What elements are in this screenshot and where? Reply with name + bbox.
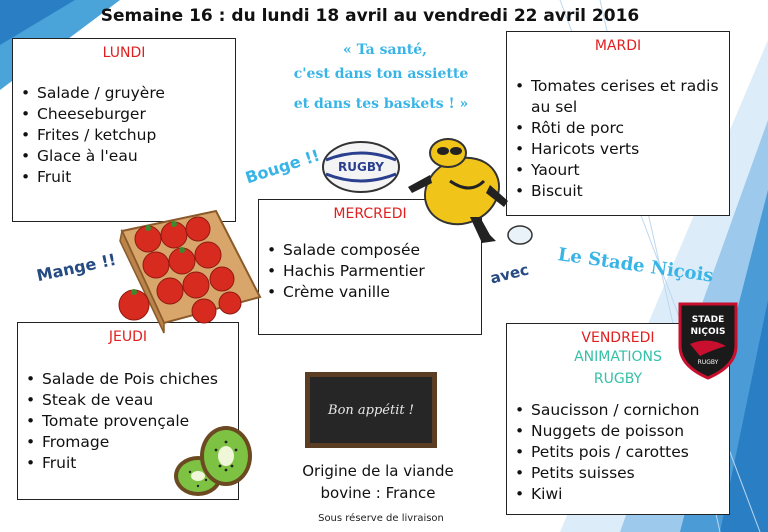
- menu-item: • Yaourt: [507, 160, 729, 181]
- bouge-callout: Bouge !!: [242, 145, 323, 188]
- menu-item: • Kiwi: [507, 484, 729, 505]
- day-card-lundi: [12, 38, 236, 222]
- chalkboard-icon: [305, 372, 437, 448]
- logo-line-3: RUGBY: [697, 359, 719, 366]
- menu-item: • Salade / gruyère: [13, 83, 235, 104]
- menu-item: • Frites / ketchup: [13, 125, 235, 146]
- menu-item: • Salade de Pois chiches: [18, 369, 238, 390]
- menu-item: • Fruit: [13, 167, 235, 188]
- rugby-ball-icon: [320, 138, 402, 196]
- meat-origin-note: [278, 460, 478, 504]
- menu-item: • Rôti de porc: [507, 118, 729, 139]
- origin-line-2: bovine : France: [320, 484, 436, 502]
- ball-label: RUGBY: [337, 160, 385, 174]
- menu-item: • Glace à l'eau: [13, 146, 235, 167]
- slogan-line-3: et dans tes baskets ! »: [293, 96, 469, 112]
- menu-item: • Petits pois / carottes: [507, 442, 729, 463]
- menu-item: • Saucisson / cornichon: [507, 400, 729, 421]
- delivery-disclaimer: Sous réserve de livraison: [318, 513, 444, 524]
- slogan-line-2: c'est dans ton assiette: [293, 66, 469, 82]
- menu-item: • Steak de veau: [18, 390, 238, 411]
- day-label: JEUDI: [108, 329, 148, 345]
- menu-list: [507, 400, 729, 505]
- stade-callout: Le Stade Niçois: [556, 244, 715, 287]
- event-label: ANIMATIONS: [574, 349, 662, 365]
- logo-line-2: NIÇOIS: [690, 327, 726, 337]
- origin-line-1: Origine de la viande: [302, 462, 454, 480]
- day-label: VENDREDI: [581, 330, 655, 346]
- mange-callout: Mange !!: [34, 249, 118, 286]
- day-label: LUNDI: [102, 45, 146, 61]
- day-label: MARDI: [594, 38, 642, 54]
- mascot-icon: [400, 125, 540, 253]
- menu-item: • Salade composée: [259, 240, 481, 261]
- menu-item: • Nuggets de poisson: [507, 421, 729, 442]
- menu-item: • Hachis Parmentier: [259, 261, 481, 282]
- chalkboard-text: Bon appétit !: [328, 402, 414, 418]
- menu-item: • Crème vanille: [259, 282, 481, 303]
- tomato-crate-icon: [112, 205, 262, 337]
- menu-item: • Haricots verts: [507, 139, 729, 160]
- event-sublabel: RUGBY: [593, 371, 643, 387]
- menu-item: • Fruit: [18, 453, 238, 474]
- menu-item: • Biscuit: [507, 181, 729, 202]
- slogan-line-1: « Ta santé,: [342, 42, 428, 58]
- menu-item: • Tomate provençale: [18, 411, 238, 432]
- menu-list: [13, 83, 235, 188]
- menu-list: [507, 76, 729, 202]
- logo-line-1: STADE: [691, 315, 725, 325]
- menu-item: • Fromage: [18, 432, 238, 453]
- menu-item: • Petits suisses: [507, 463, 729, 484]
- day-label: MERCREDI: [333, 206, 407, 222]
- page-title: Semaine 16 : du lundi 18 avril au vendredi 22 avril 2016: [100, 6, 640, 26]
- menu-item: • Tomates cerises et radis au sel: [507, 76, 729, 118]
- kiwi-icon: [170, 420, 254, 502]
- menu-item: • Cheeseburger: [13, 104, 235, 125]
- avec-callout: avec: [488, 260, 531, 288]
- club-shield-icon: [676, 300, 740, 380]
